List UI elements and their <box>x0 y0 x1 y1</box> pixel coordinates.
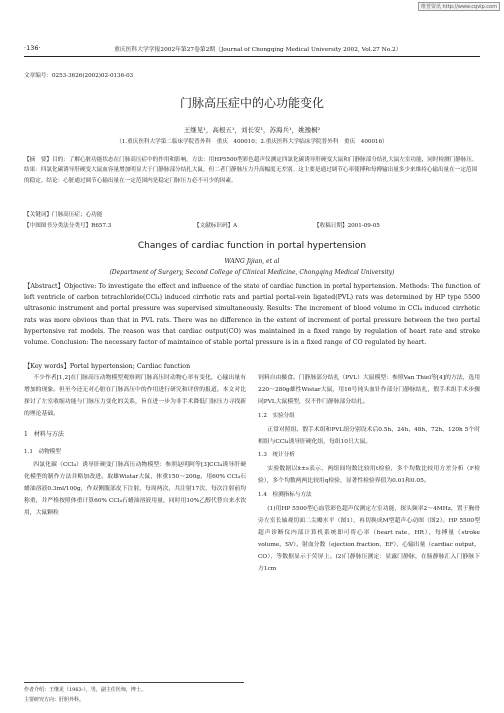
section-heading: 1 材料与方法 <box>24 430 64 438</box>
document-code: 【文献标识码】A <box>194 223 238 229</box>
english-title: Changes of cardiac function in portal hypertension <box>137 241 367 251</box>
body-paragraph: 饲料自由摄食。门静脉部分结扎（PVL）大鼠模型：参照Van Thiel等[4]的方法，选用220～280g雄性Wistar大鼠，用16号钝头血针作部分门静脉结扎，假手术组手术步骤同PVL大鼠模型，仅不作门静脉部分结扎。 <box>258 375 480 405</box>
left-column <box>24 373 246 520</box>
body-paragraph: (1)用HP 5500型心血管彩色超声仪测定左室功能，探头频率2～4MHz，置于胸骨旁左室长轴观切面二尖瓣水平（图1），再切换成M型超声心动图（图2）。HP 5500型超声诊断仪内部计算机系统即可将心率（heart rate，HR）、每搏量（stroke volume，SV）、射血分数（ejection fraction，EF）、心输出量（cardiac output，CO），等数据显示于荧屏上。(2)门静脉压测定：显露门静脉，在肠静脉汇入门静脉下方1cm <box>258 506 480 572</box>
english-authors: WANG Jijian, et al <box>224 258 280 265</box>
subsection-heading: 1.4 检测指标与方法 <box>258 492 312 499</box>
introduction-paragraph: 不少作者[1,2]在门脉高压动物模型观察到门脉高压时动物心率有变化，心输出量有增加的现象。但至今还无对心脏在门脉高压中的作用进行研究和评价的报道。本文对比探讨了左室收缩功能与门脉压力变化的关系，旨在进一步为非手术降低门脉压力寻找新的理论基础。 <box>24 375 246 417</box>
abstract-chinese: 【摘 要】目的：了解心脏功能状态在门脉高压症中的作用和影响。方法：用HP5500型彩色超声仪测定四氯化碳诱导肝硬变大鼠和门静脉部分结扎大鼠左室功能，同时检测门静脉压。结果：四氯化碳诱导肝硬变大鼠血容量增加明显大于门静脉部分结扎大鼠，但二者门静脉压力升高幅度无差别。这主要是通过调节心率使搏和每搏输出量多少来维持心输出量在一定范围的稳定。结论：心脏通过调节心输出量在一定范围内是稳定门脉压力必不可少的因素。 <box>24 157 478 184</box>
affiliation: （1.重庆医科大学第二临床学院普外科 重庆 400010；2.重庆医科大学临床学院普外科 重庆 400016） <box>116 139 388 145</box>
right-column <box>258 373 480 576</box>
subsection-heading: 1.1 动物模型 <box>24 448 61 455</box>
running-header <box>24 44 480 57</box>
subsection-heading: 1.3 统计分析 <box>258 452 295 459</box>
english-affiliation: (Department of Surgery, Second College of Clinical Medicine, Chongqing Medical University) <box>109 269 395 276</box>
watermark: 维普资讯 http://www.cqvip.com <box>418 2 500 11</box>
keywords-chinese: 【关键词】门脉高压症；心功能 <box>24 212 103 218</box>
article-number: 文章编号：0253-3626(2002)02-0136-03 <box>24 73 134 79</box>
body-paragraph: 实验数据以x̄±s表示，两组间均数比较用t检验，多个均数比较用方差分析（F检验），多个均数两两比较用q检验，显著性检验界值为0.01和0.05。 <box>258 466 480 485</box>
subsection-heading: 1.2 实验分组 <box>258 412 295 419</box>
received-date: 【收稿日期】2001-09-05 <box>314 223 380 229</box>
paper-title: 门脉高压症中的心功能变化 <box>179 96 324 110</box>
keywords-english: 【Key words】Portal hypertension; Cardiac function <box>24 363 191 370</box>
author-footnote <box>24 682 244 705</box>
page-number: ·136· <box>24 44 41 52</box>
journal-line: 重庆医科大学学报2002年第27卷第2期（Journal of Chongqing Medical University 2002, Vol.27 No.2） <box>114 47 402 53</box>
body-paragraph: 正常对照组、假手术组和PVL组分别设术后0.5h、24h、48h、72h、120h 5个时相组与CCl₄诱导肝硬化组，每组10只大鼠。 <box>258 426 480 445</box>
author-list: 王继见¹，高根五¹，刘长安¹，苏海兵¹，姚豫桐² <box>183 126 321 134</box>
abstract-english: 【Abstract】Objective: To investigate the effect and influence of the state of cardiac function in portal hypertension. Methods: The function of left ventricle of carbon tetrachloride(CCl₄) induced cirrhotic rats and partial portal-vein ligated(PVL) rats was determined by HP type 5500 ultrasonic instrument and portal pressure was supervised simultaneously. Results: The increment of blood volume in CCl₄ induced cirrhotic rats was more obvious than that in PVL rats. There was no difference in the extent of increment of portal pressure between the two portal hypertensive rat models. The reason was that cardiac output(CO) was maintained in a fixed range by regulation of heart rate and stroke volume. Conclusion: The necessary factor of maintaince of stable portal pressure is in a fixed range of CO regulated by heart. <box>24 283 480 347</box>
footnote-line: 主要研究方向：肝胆外科。 <box>24 697 85 703</box>
footnote-line: 作者介绍：王继见（1963-），男，副主任医师，博士。 <box>24 687 146 693</box>
body-paragraph: 四氯化碳（CCl₄）诱导肝硬变门脉高压动物模型：参照赵明阿等[3]CCl₄诱导肝硬化模型的制作方法并略加改进。取雄Wistar大鼠，体重150～200g，用60% CCl₄石蜡油溶液0.3ml/100g，作双侧腹部皮下注射，每周两次，共注射17次，每次注射前均称重，并严格按照体重计算60% CCl₄石蜡油溶液用量，同时用10%乙醇代替自来水饮用，大鼠颗粒 <box>24 462 246 517</box>
clc-number: 【中图图书分类法分类号】R657.3 <box>24 223 112 229</box>
